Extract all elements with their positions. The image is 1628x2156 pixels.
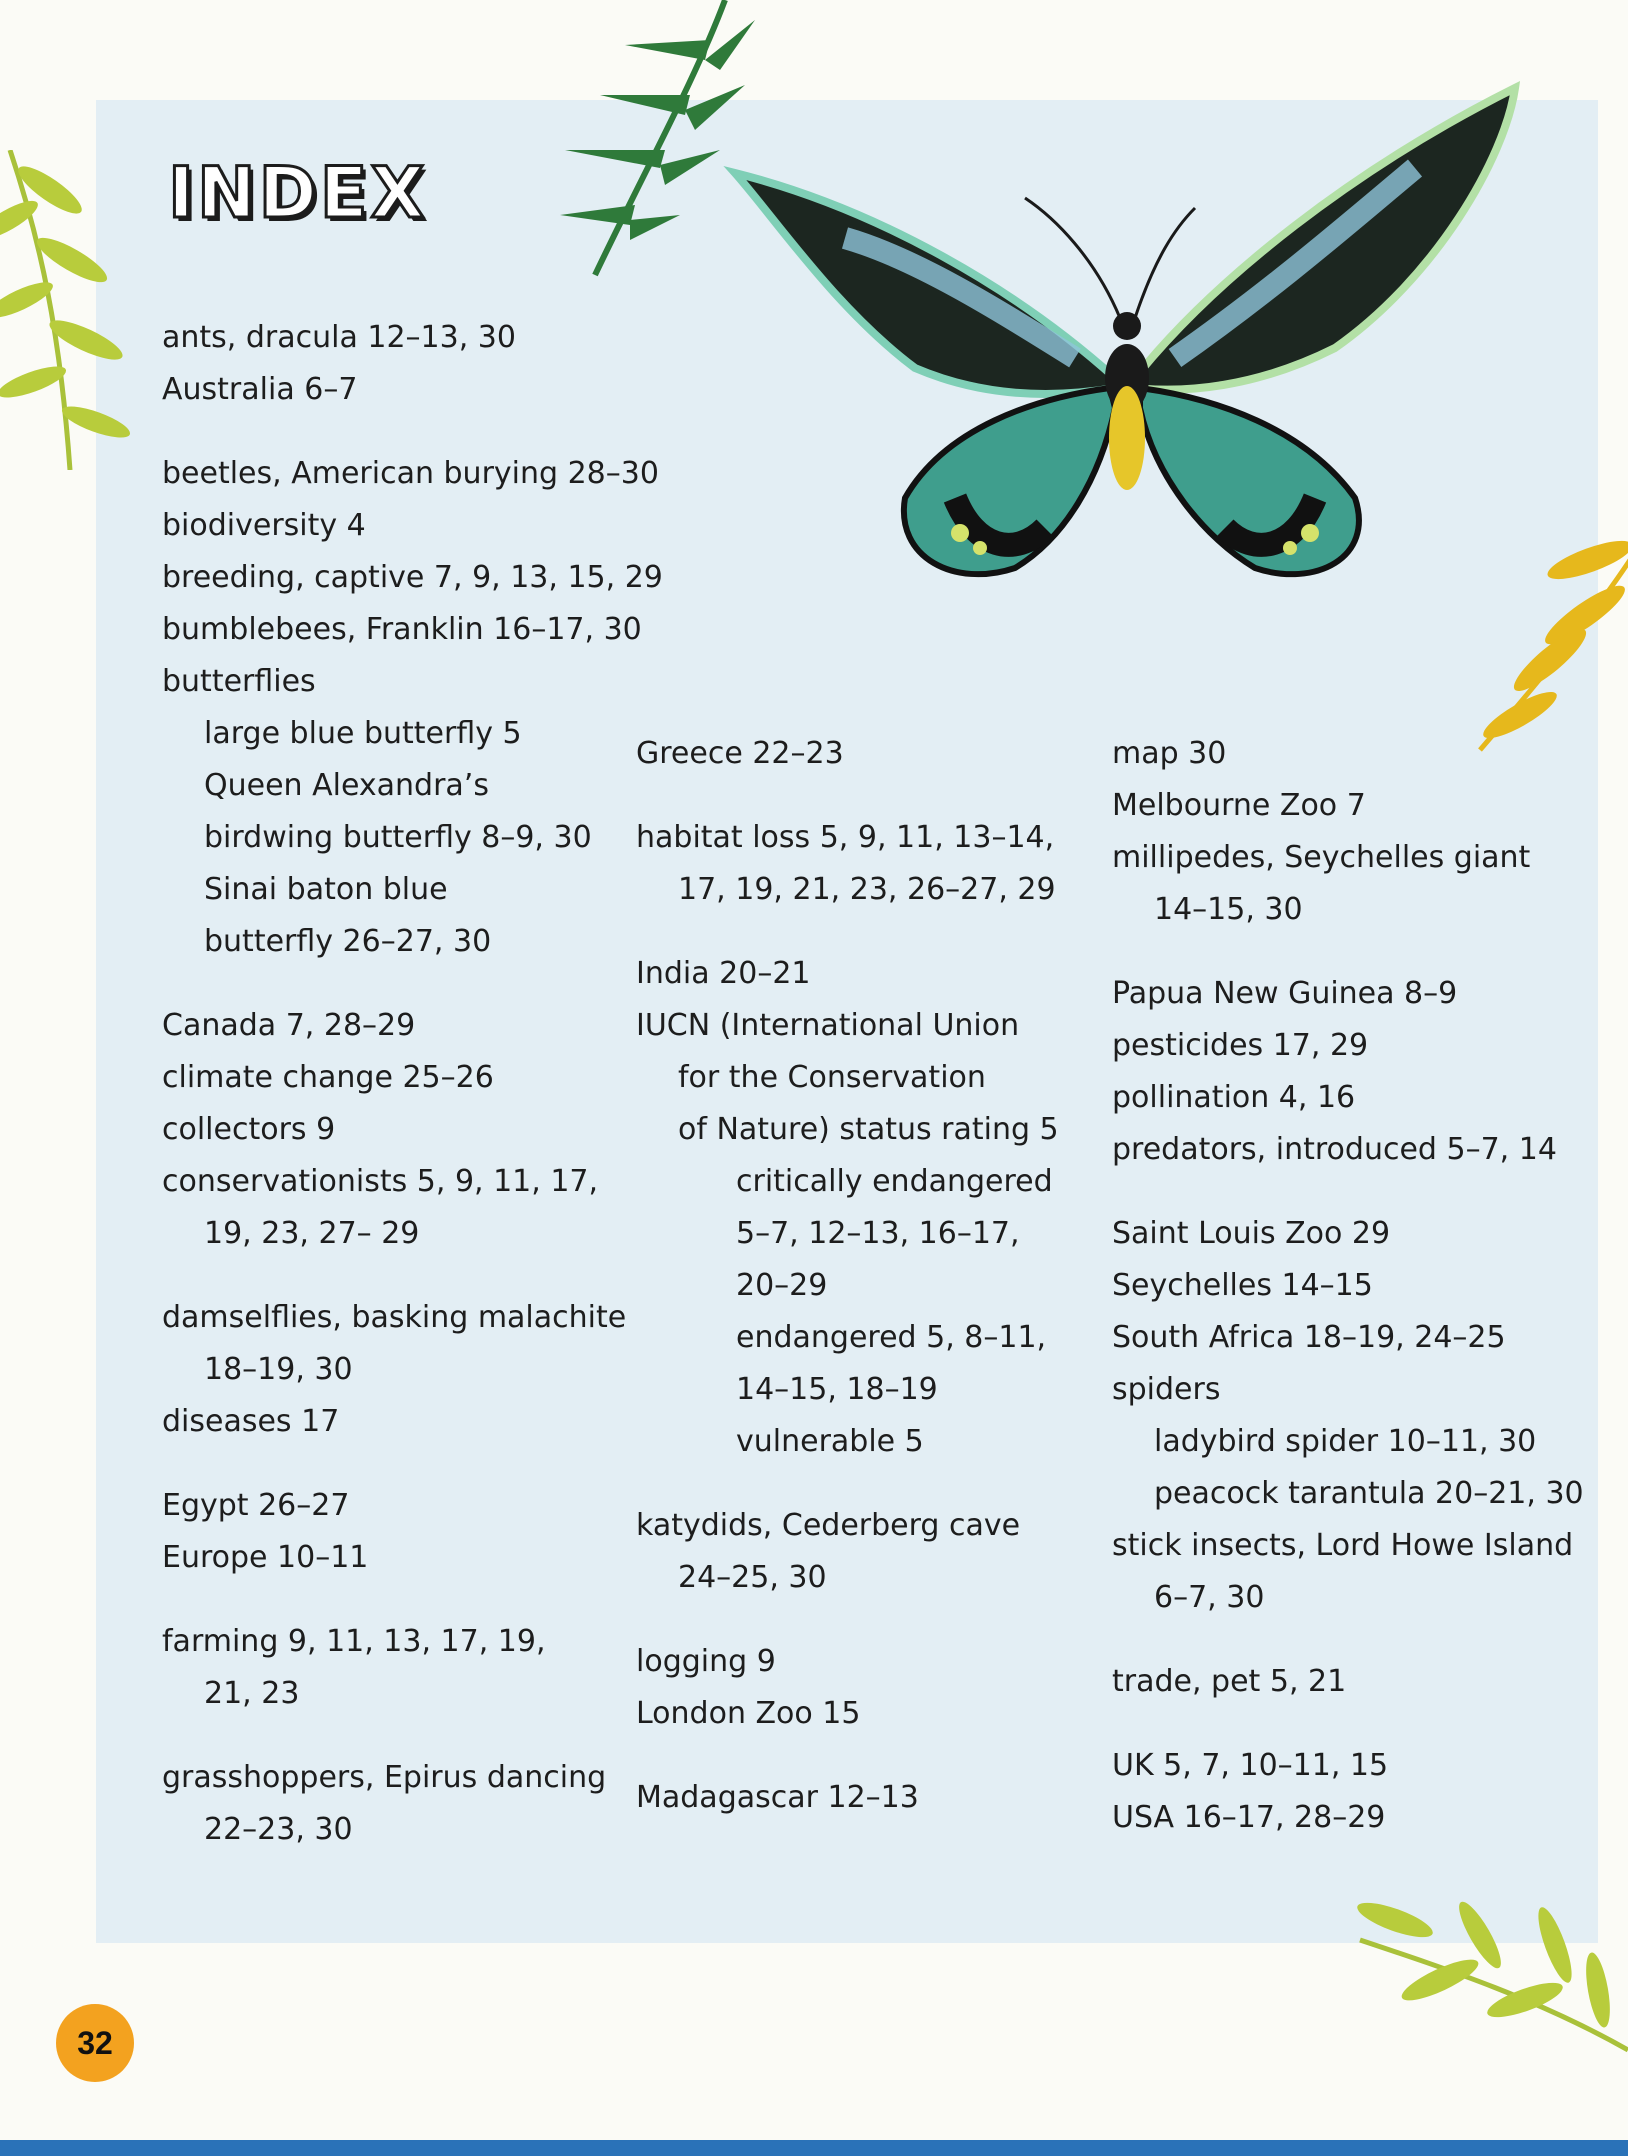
index-entry: Australia 6–7 — [162, 372, 358, 407]
index-entry: conservationists 5, 9, 11, 17, — [162, 1164, 599, 1199]
index-subentry: 21, 23 — [204, 1676, 300, 1711]
index-subentry: 6–7, 30 — [1154, 1580, 1265, 1615]
index-entry: Greece 22–23 — [636, 736, 844, 771]
index-subentry: 20–29 — [736, 1268, 828, 1303]
index-entry: London Zoo 15 — [636, 1696, 861, 1731]
index-group — [162, 1480, 632, 1584]
index-entry: IUCN (International Union — [636, 1008, 1020, 1043]
index-group — [636, 1636, 1076, 1740]
index-entry: farming 9, 11, 13, 17, 19, — [162, 1624, 546, 1659]
index-entry: stick insects, Lord Howe Island — [1112, 1528, 1574, 1563]
index-subentry: peacock tarantula 20–21, 30 — [1154, 1476, 1584, 1511]
index-entry: Europe 10–11 — [162, 1540, 369, 1575]
butterfly-photo — [715, 78, 1530, 658]
index-group — [162, 1752, 632, 1856]
index-entry: UK 5, 7, 10–11, 15 — [1112, 1748, 1389, 1783]
index-entry: habitat loss 5, 9, 11, 13–14, — [636, 820, 1055, 855]
index-group — [636, 812, 1076, 916]
index-group — [162, 448, 663, 968]
index-group — [636, 948, 1076, 1468]
index-subentry: 14–15, 30 — [1154, 892, 1303, 927]
index-entry: bumblebees, Franklin 16–17, 30 — [162, 612, 642, 647]
index-entry: damselflies, basking malachite — [162, 1300, 627, 1335]
index-entry: Egypt 26–27 — [162, 1488, 350, 1523]
index-entry: predators, introduced 5–7, 14 — [1112, 1132, 1557, 1167]
index-subentry: endangered 5, 8–11, — [736, 1320, 1047, 1355]
index-subentry: 18–19, 30 — [204, 1352, 353, 1387]
index-group — [1112, 968, 1582, 1176]
index-subentry: 5–7, 12–13, 16–17, — [736, 1216, 1020, 1251]
index-subentry: Sinai baton blue — [204, 872, 448, 907]
index-subentry: of Nature) status rating 5 — [678, 1112, 1059, 1147]
index-entry: katydids, Cederberg cave — [636, 1508, 1021, 1543]
index-group — [1112, 1740, 1582, 1844]
index-subentry: large blue butterfly 5 — [204, 716, 522, 751]
index-entry: Saint Louis Zoo 29 — [1112, 1216, 1391, 1251]
index-group — [1112, 1208, 1582, 1624]
index-entry: trade, pet 5, 21 — [1112, 1664, 1347, 1699]
index-group — [636, 1500, 1076, 1604]
index-entry: millipedes, Seychelles giant — [1112, 840, 1531, 875]
index-subentry: 24–25, 30 — [678, 1560, 827, 1595]
index-entry: Madagascar 12–13 — [636, 1780, 919, 1815]
index-entry: pollination 4, 16 — [1112, 1080, 1356, 1115]
index-entry: USA 16–17, 28–29 — [1112, 1800, 1386, 1835]
index-entry: biodiversity 4 — [162, 508, 366, 543]
index-group — [162, 1000, 632, 1260]
index-column-1 — [162, 312, 663, 1888]
index-group — [162, 1292, 632, 1448]
page-number-badge: 32 — [56, 2004, 134, 2082]
index-entry: logging 9 — [636, 1644, 776, 1679]
index-entry: spiders — [1112, 1372, 1221, 1407]
index-entry: butterflies — [162, 664, 316, 699]
index-group — [1112, 1656, 1582, 1708]
index-subentry: 19, 23, 27– 29 — [204, 1216, 420, 1251]
index-entry: Melbourne Zoo 7 — [1112, 788, 1366, 823]
index-subentry: Queen Alexandra’s — [204, 768, 489, 803]
index-column-2 — [636, 728, 1076, 1856]
index-entry: ants, dracula 12–13, 30 — [162, 320, 516, 355]
index-group — [1112, 728, 1582, 936]
index-entry: India 20–21 — [636, 956, 811, 991]
index-subentry: birdwing butterfly 8–9, 30 — [204, 820, 592, 855]
index-entry: grasshoppers, Epirus dancing — [162, 1760, 607, 1795]
index-subentry: for the Conservation — [678, 1060, 986, 1095]
fern-icon — [0, 150, 140, 470]
index-entry: climate change 25–26 — [162, 1060, 494, 1095]
index-entry: diseases 17 — [162, 1404, 340, 1439]
index-entry: Seychelles 14–15 — [1112, 1268, 1373, 1303]
index-column-3 — [1112, 728, 1582, 1876]
index-subentry: butterfly 26–27, 30 — [204, 924, 492, 959]
index-entry: breeding, captive 7, 9, 13, 15, 29 — [162, 560, 663, 595]
index-group — [162, 1616, 632, 1720]
index-entry: beetles, American burying 28–30 — [162, 456, 659, 491]
index-entry: Papua New Guinea 8–9 — [1112, 976, 1458, 1011]
index-entry: Canada 7, 28–29 — [162, 1008, 416, 1043]
index-subentry: ladybird spider 10–11, 30 — [1154, 1424, 1537, 1459]
index-entry: map 30 — [1112, 736, 1227, 771]
index-subentry: vulnerable 5 — [736, 1424, 924, 1459]
index-group — [636, 728, 1076, 780]
index-subentry: 22–23, 30 — [204, 1812, 353, 1847]
bottom-strip — [0, 2140, 1628, 2156]
page-title: INDEX — [168, 152, 428, 234]
index-subentry: 17, 19, 21, 23, 26–27, 29 — [678, 872, 1056, 907]
index-entry: pesticides 17, 29 — [1112, 1028, 1369, 1063]
index-entry: South Africa 18–19, 24–25 — [1112, 1320, 1506, 1355]
index-group — [162, 312, 632, 416]
fern-icon — [1340, 1880, 1628, 2060]
index-subentry: critically endangered — [736, 1164, 1053, 1199]
index-group — [636, 1772, 1076, 1824]
index-entry: collectors 9 — [162, 1112, 336, 1147]
index-subentry: 14–15, 18–19 — [736, 1372, 938, 1407]
